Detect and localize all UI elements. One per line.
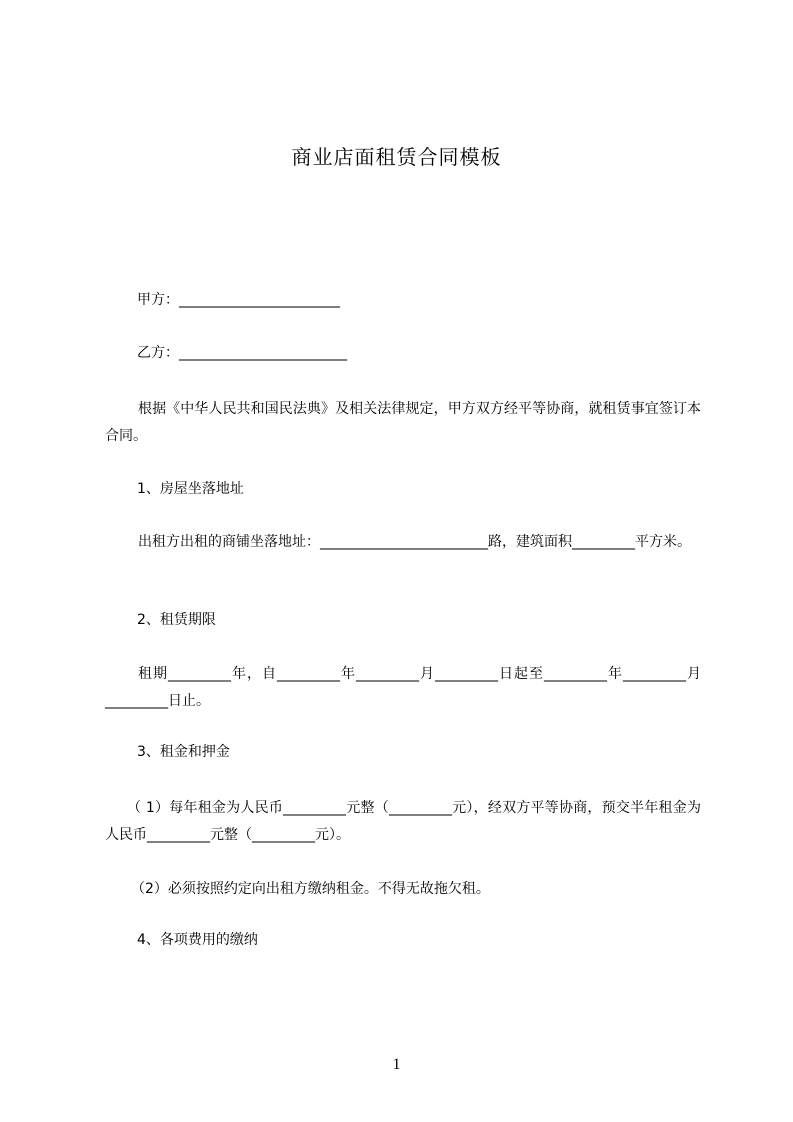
- section-2-paragraph: 租期_________年，自_________年_________月_________日起至_________年_________月_________日止。: [105, 666, 701, 709]
- section-2-heading: 2、租赁期限: [137, 612, 216, 628]
- intro-paragraph: 根据《中华人民共和国民法典》及相关法律规定，甲方双方经平等协商，就租赁事宜签订本合同。: [105, 401, 701, 444]
- party-b-line: 乙方：________________________: [137, 345, 347, 361]
- section-3-item-2: （2）必须按照约定向出租方缴纳租金。不得无故拖欠租。: [131, 881, 490, 897]
- section-1-paragraph: 出租方出租的商铺坐落地址：________________________路，建筑面积_________平方米。: [138, 534, 691, 550]
- section-4-heading: 4、各项费用的缴纳: [137, 932, 258, 948]
- page-number: 1: [392, 1056, 401, 1073]
- section-3-item-1: （ 1）每年租金为人民币_________元整（_________元），经双方平等协商，预交半年租金为人民币_________元整（_________元）。: [105, 800, 701, 843]
- section-1-heading: 1、房屋坐落地址: [137, 481, 244, 497]
- party-a-line: 甲方：_______________________: [137, 292, 340, 308]
- section-3-heading: 3、租金和押金: [137, 744, 230, 760]
- document-title: 商业店面租赁合同模板: [291, 145, 502, 169]
